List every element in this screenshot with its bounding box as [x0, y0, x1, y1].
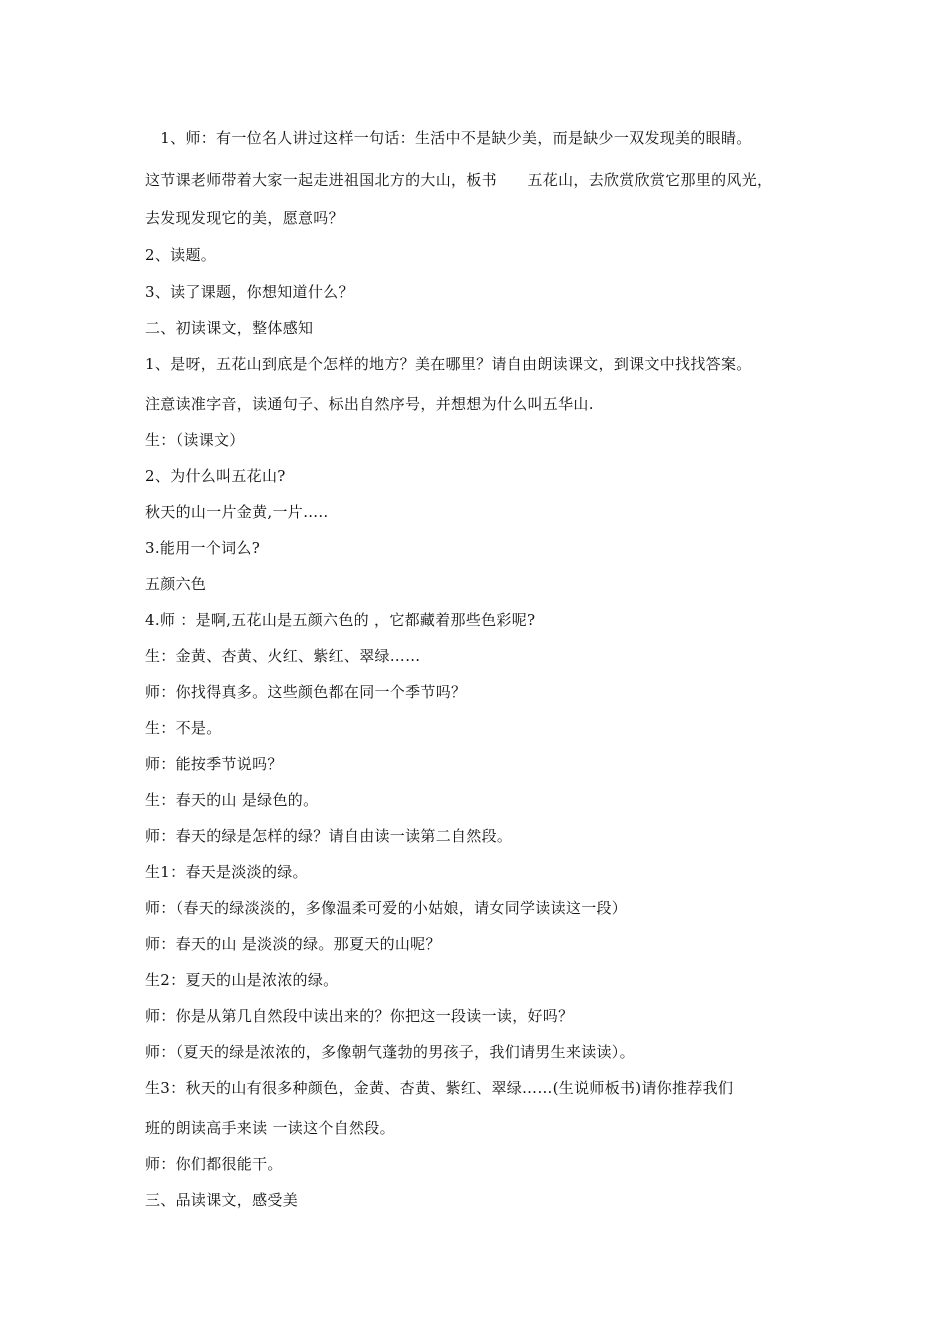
text-line: 班的朗读高手来读 一读这个自然段。	[145, 1119, 395, 1137]
text-line: 1、师：有一位名人讲过这样一句话：生活中不是缺少美，而是缺少一双发现美的眼睛。	[145, 129, 752, 147]
section-heading: 二、初读课文，整体感知	[145, 319, 314, 337]
text-line: 师：你是从第几自然段中读出来的？你把这一段读一读，好吗？	[145, 1007, 574, 1025]
text-line: 去发现发现它的美，愿意吗？	[145, 209, 344, 227]
text-line: 这节课老师带着大家一起走进祖国北方的大山，板书 五花山，去欣赏欣赏它那里的风光，	[145, 171, 773, 189]
text-line: 师：能按季节说吗？	[145, 755, 283, 773]
text-line: 生3：秋天的山有很多种颜色，金黄、杏黄、紫红、翠绿……(生说师板书)请你推荐我们	[145, 1079, 734, 1097]
text-line: 师：你找得真多。这些颜色都在同一个季节吗？	[145, 683, 467, 701]
text-line: 师：春天的山 是淡淡的绿。那夏天的山呢？	[145, 935, 441, 953]
text-line: 1、是呀，五花山到底是个怎样的地方？美在哪里？请自由朗读课文，到课文中找找答案。	[145, 355, 752, 373]
text-line: 五颜六色	[145, 575, 207, 593]
text-line: 师：（夏天的绿是浓浓的，多像朝气蓬勃的男孩子，我们请男生来读读）。	[145, 1043, 635, 1061]
text-line: 师：你们都很能干。	[145, 1155, 283, 1173]
text-line: 3、读了课题，你想知道什么？	[145, 283, 354, 301]
text-line: 生1：春天是淡淡的绿。	[145, 863, 308, 881]
text-line: 师：春天的绿是怎样的绿？请自由读一读第二自然段。	[145, 827, 513, 845]
text-line: 秋天的山一片金黄,一片…..	[145, 503, 329, 521]
section-heading: 三、品读课文，感受美	[145, 1191, 299, 1209]
text-line: 注意读准字音，读通句子、标出自然序号，并想想为什么叫五华山.	[145, 395, 594, 413]
text-line: 师：（春天的绿淡淡的，多像温柔可爱的小姑娘，请女同学读读这一段）	[145, 899, 628, 917]
text-line: 4.师 ：是啊,五花山是五颜六色的 ，它都藏着那些色彩呢?	[145, 611, 536, 629]
text-line: 生：（读课文）	[145, 431, 245, 449]
text-line: 生：金黄、杏黄、火红、紫红、翠绿……	[145, 647, 421, 665]
text-line: 3.能用一个词么?	[145, 539, 261, 557]
text-line: 生：春天的山 是绿色的。	[145, 791, 319, 809]
text-line: 生2：夏天的山是浓浓的绿。	[145, 971, 339, 989]
text-line: 生：不是。	[145, 719, 222, 737]
text-line: 2、为什么叫五花山?	[145, 467, 286, 485]
text-line: 2、读题。	[145, 246, 217, 264]
